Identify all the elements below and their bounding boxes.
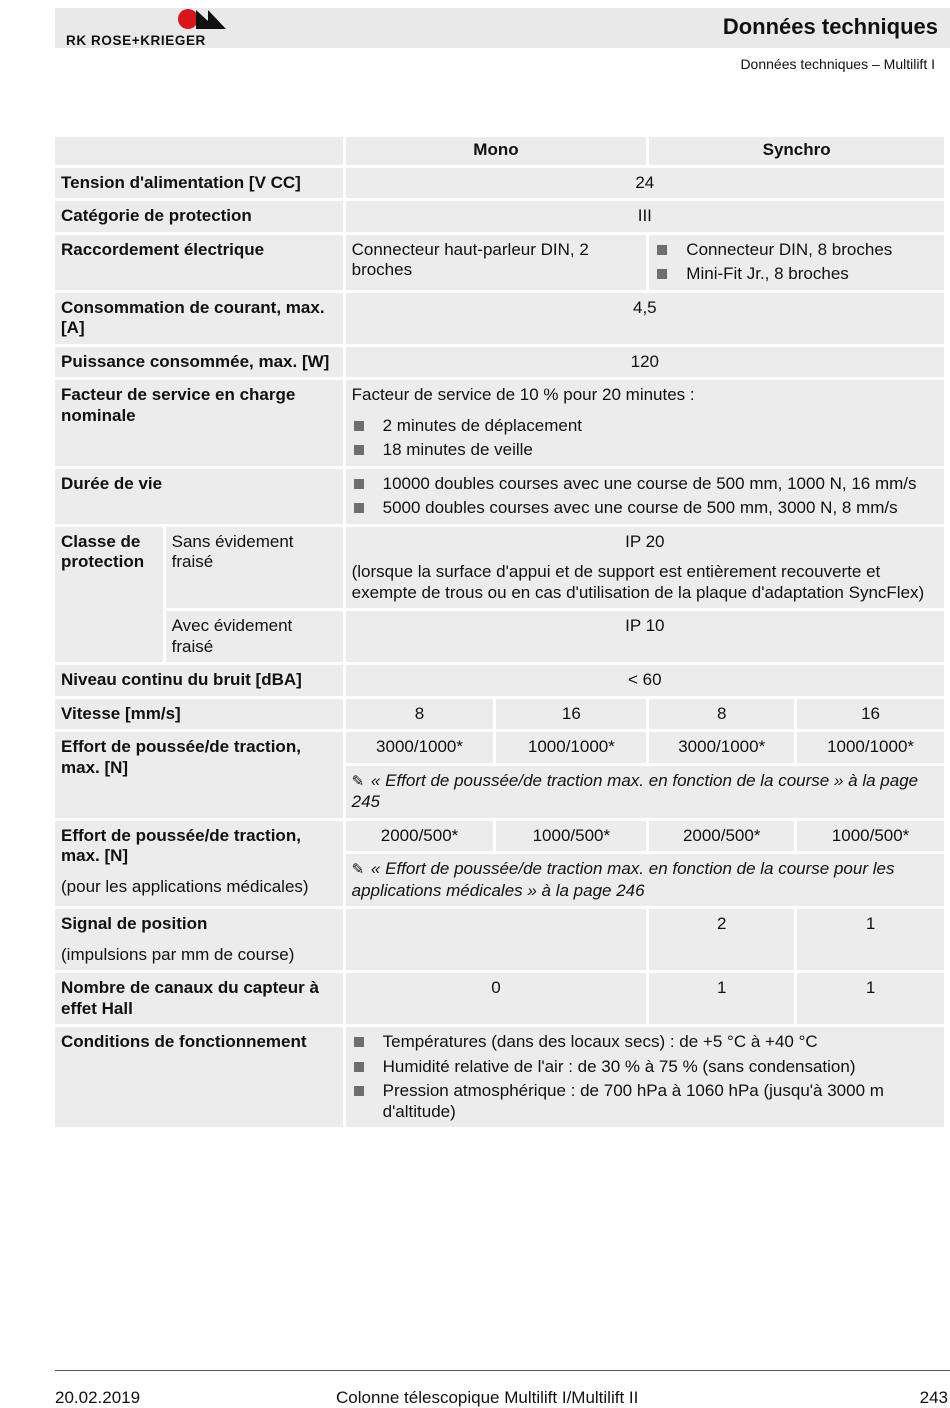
list-item [352,440,938,461]
page-number: 243 [919,1388,948,1407]
row-value: 1 [797,973,944,1024]
row-label: Vitesse [mm/s] [55,699,343,730]
row-value [346,380,944,466]
table-row [55,527,944,609]
footer-divider [55,1370,950,1371]
row-value: III [346,201,944,232]
row-value: 3000/1000* [649,732,794,763]
row-value: 4,5 [346,293,944,344]
row-value: 8 [346,699,494,730]
row-value: 2000/500* [649,821,794,852]
list-item-text: Mini-Fit Jr., 8 broches [686,264,849,283]
list-item [352,1057,938,1078]
row-value: < 60 [346,665,944,696]
row-label: Nombre de canaux du capteur à effet Hall [55,973,343,1024]
bullet-square-icon [354,1086,364,1096]
table-row [55,732,944,763]
row-value: 24 [346,168,944,199]
row-label-note: (impulsions par mm de course) [61,944,295,964]
list-item [655,240,938,261]
row-value [346,1027,944,1127]
row-label: Niveau continu du bruit [dBA] [55,665,343,696]
bullet-square-icon [354,445,364,455]
list-item-text: Humidité relative de l'air : de 30 % à 75 % (sans condensation) [382,1056,856,1076]
row-value-synchro [649,235,944,290]
table-row [55,235,944,290]
bullet-list [655,240,938,285]
bullet-square-icon [354,1062,364,1072]
paragraph: Facteur de service de 10 % pour 20 minutes : [351,385,695,404]
table-row [55,909,944,970]
footer-document-title: Colonne télescopique Multilift I/Multilift II [336,1388,639,1407]
reference-arrow-icon: ✎ [351,772,365,790]
bullet-square-icon [657,269,667,279]
reference-link[interactable]: « Effort de poussée/de traction max. en fonction de la course » à la page 245 [351,770,919,811]
reference-arrow-icon: ✎ [351,861,365,878]
table-row [55,293,944,344]
header-empty-cell [55,137,343,165]
table-row [55,611,944,662]
footer-date: 20.02.2019 [55,1388,141,1407]
row-value: 1000/1000* [797,732,944,763]
row-label: Consommation de courant, max. [A] [55,293,343,344]
table-header-row [55,137,944,165]
row-label-text: Signal de position [61,914,208,933]
row-value-mono: Connecteur haut-parleur DIN, 2 broches [346,235,647,290]
row-label: Puissance consommée, max. [W] [55,347,343,378]
list-item [352,498,938,519]
table-row [55,469,944,524]
column-header-synchro: Synchro [649,137,944,165]
specifications-table [52,134,947,1130]
row-value: 16 [797,699,944,730]
bullet-list [352,416,938,461]
bullet-list [352,474,938,519]
row-value: 16 [496,699,646,730]
bullet-square-icon [354,421,364,431]
bullet-list [352,1032,938,1122]
list-item-text: 5000 doubles courses avec une course de 500 mm, 3000 N, 8 mm/s [382,498,898,517]
row-label [55,909,343,970]
table-row [55,347,944,378]
list-item-text: Températures (dans des locaux secs) : de +5 °C à +40 °C [382,1032,818,1051]
list-item [352,1081,938,1122]
row-label: Effort de poussée/de traction, max. [N] [55,732,343,818]
page-subtitle: Données techniques – Multilift I [740,56,935,72]
row-label: Tension d'alimentation [V CC] [55,168,343,199]
list-item-text: 18 minutes de veille [382,440,533,459]
row-value: 0 [346,973,647,1024]
row-value: 1000/500* [496,821,646,852]
row-value: 1000/1000* [496,732,646,763]
row-value: 3000/1000* [346,732,494,763]
table-row [55,665,944,696]
list-item-text: Pression atmosphérique : de 700 hPa à 1060 hPa (jusqu'à 3000 m d'altitude) [382,1081,884,1121]
row-label: Facteur de service en charge nominale [55,380,343,466]
row-label-note: (pour les applications médicales) [61,876,309,896]
value-text: IP 20 [625,531,665,551]
table-row [55,168,944,199]
row-label-text: Effort de poussée/de traction, max. [N] [61,825,301,865]
row-label: Raccordement électrique [55,235,343,290]
list-item [352,474,938,495]
row-sublabel: Sans évidement fraisé [166,527,343,609]
bullet-square-icon [354,479,364,489]
row-value: 2000/500* [346,821,494,852]
row-sublabel: Avec évidement fraisé [166,611,343,662]
row-label [55,821,343,907]
reference-link[interactable]: « Effort de poussée/de traction max. en fonction de la course pour les applications médicales » à la page 246 [351,859,895,900]
table-row [55,380,944,466]
page-title: Données techniques [722,14,938,39]
list-item-text: 10000 doubles courses avec une course de 500 mm, 1000 N, 16 mm/s [382,473,917,493]
row-value: 8 [649,699,794,730]
list-item [352,1032,938,1053]
cross-reference[interactable] [346,854,944,906]
row-label: Durée de vie [55,469,343,524]
row-label: Classe de protection [55,527,163,663]
bullet-square-icon [354,503,364,513]
table-row [55,973,944,1024]
row-value: 1000/500* [797,821,944,852]
row-value: 1 [797,909,944,970]
note-text: (lorsque la surface d'appui et de support est entièrement recouverte et exempte de trous ou en cas d'utilisation de la plaque d'adaptation SyncFlex) [351,562,925,602]
cross-reference[interactable] [346,766,944,818]
brand-name: RK ROSE+KRIEGER [66,33,206,48]
row-value: IP 10 [346,611,944,662]
row-value [346,469,944,524]
table-row [55,699,944,730]
table-row [55,1027,944,1127]
bullet-square-icon [354,1037,364,1047]
bullet-square-icon [657,245,667,255]
row-value: 1 [649,973,794,1024]
table-row [55,201,944,232]
row-value [346,527,944,609]
list-item-text: Connecteur DIN, 8 broches [686,239,893,259]
column-header-mono: Mono [346,137,647,165]
table-row [55,821,944,852]
row-label: Conditions de fonctionnement [55,1027,343,1127]
list-item [655,264,938,285]
row-value-empty [346,909,647,970]
list-item-text: 2 minutes de déplacement [382,415,583,435]
row-value: 120 [346,347,944,378]
row-value: 2 [649,909,794,970]
row-label: Catégorie de protection [55,201,343,232]
list-item [352,416,938,437]
